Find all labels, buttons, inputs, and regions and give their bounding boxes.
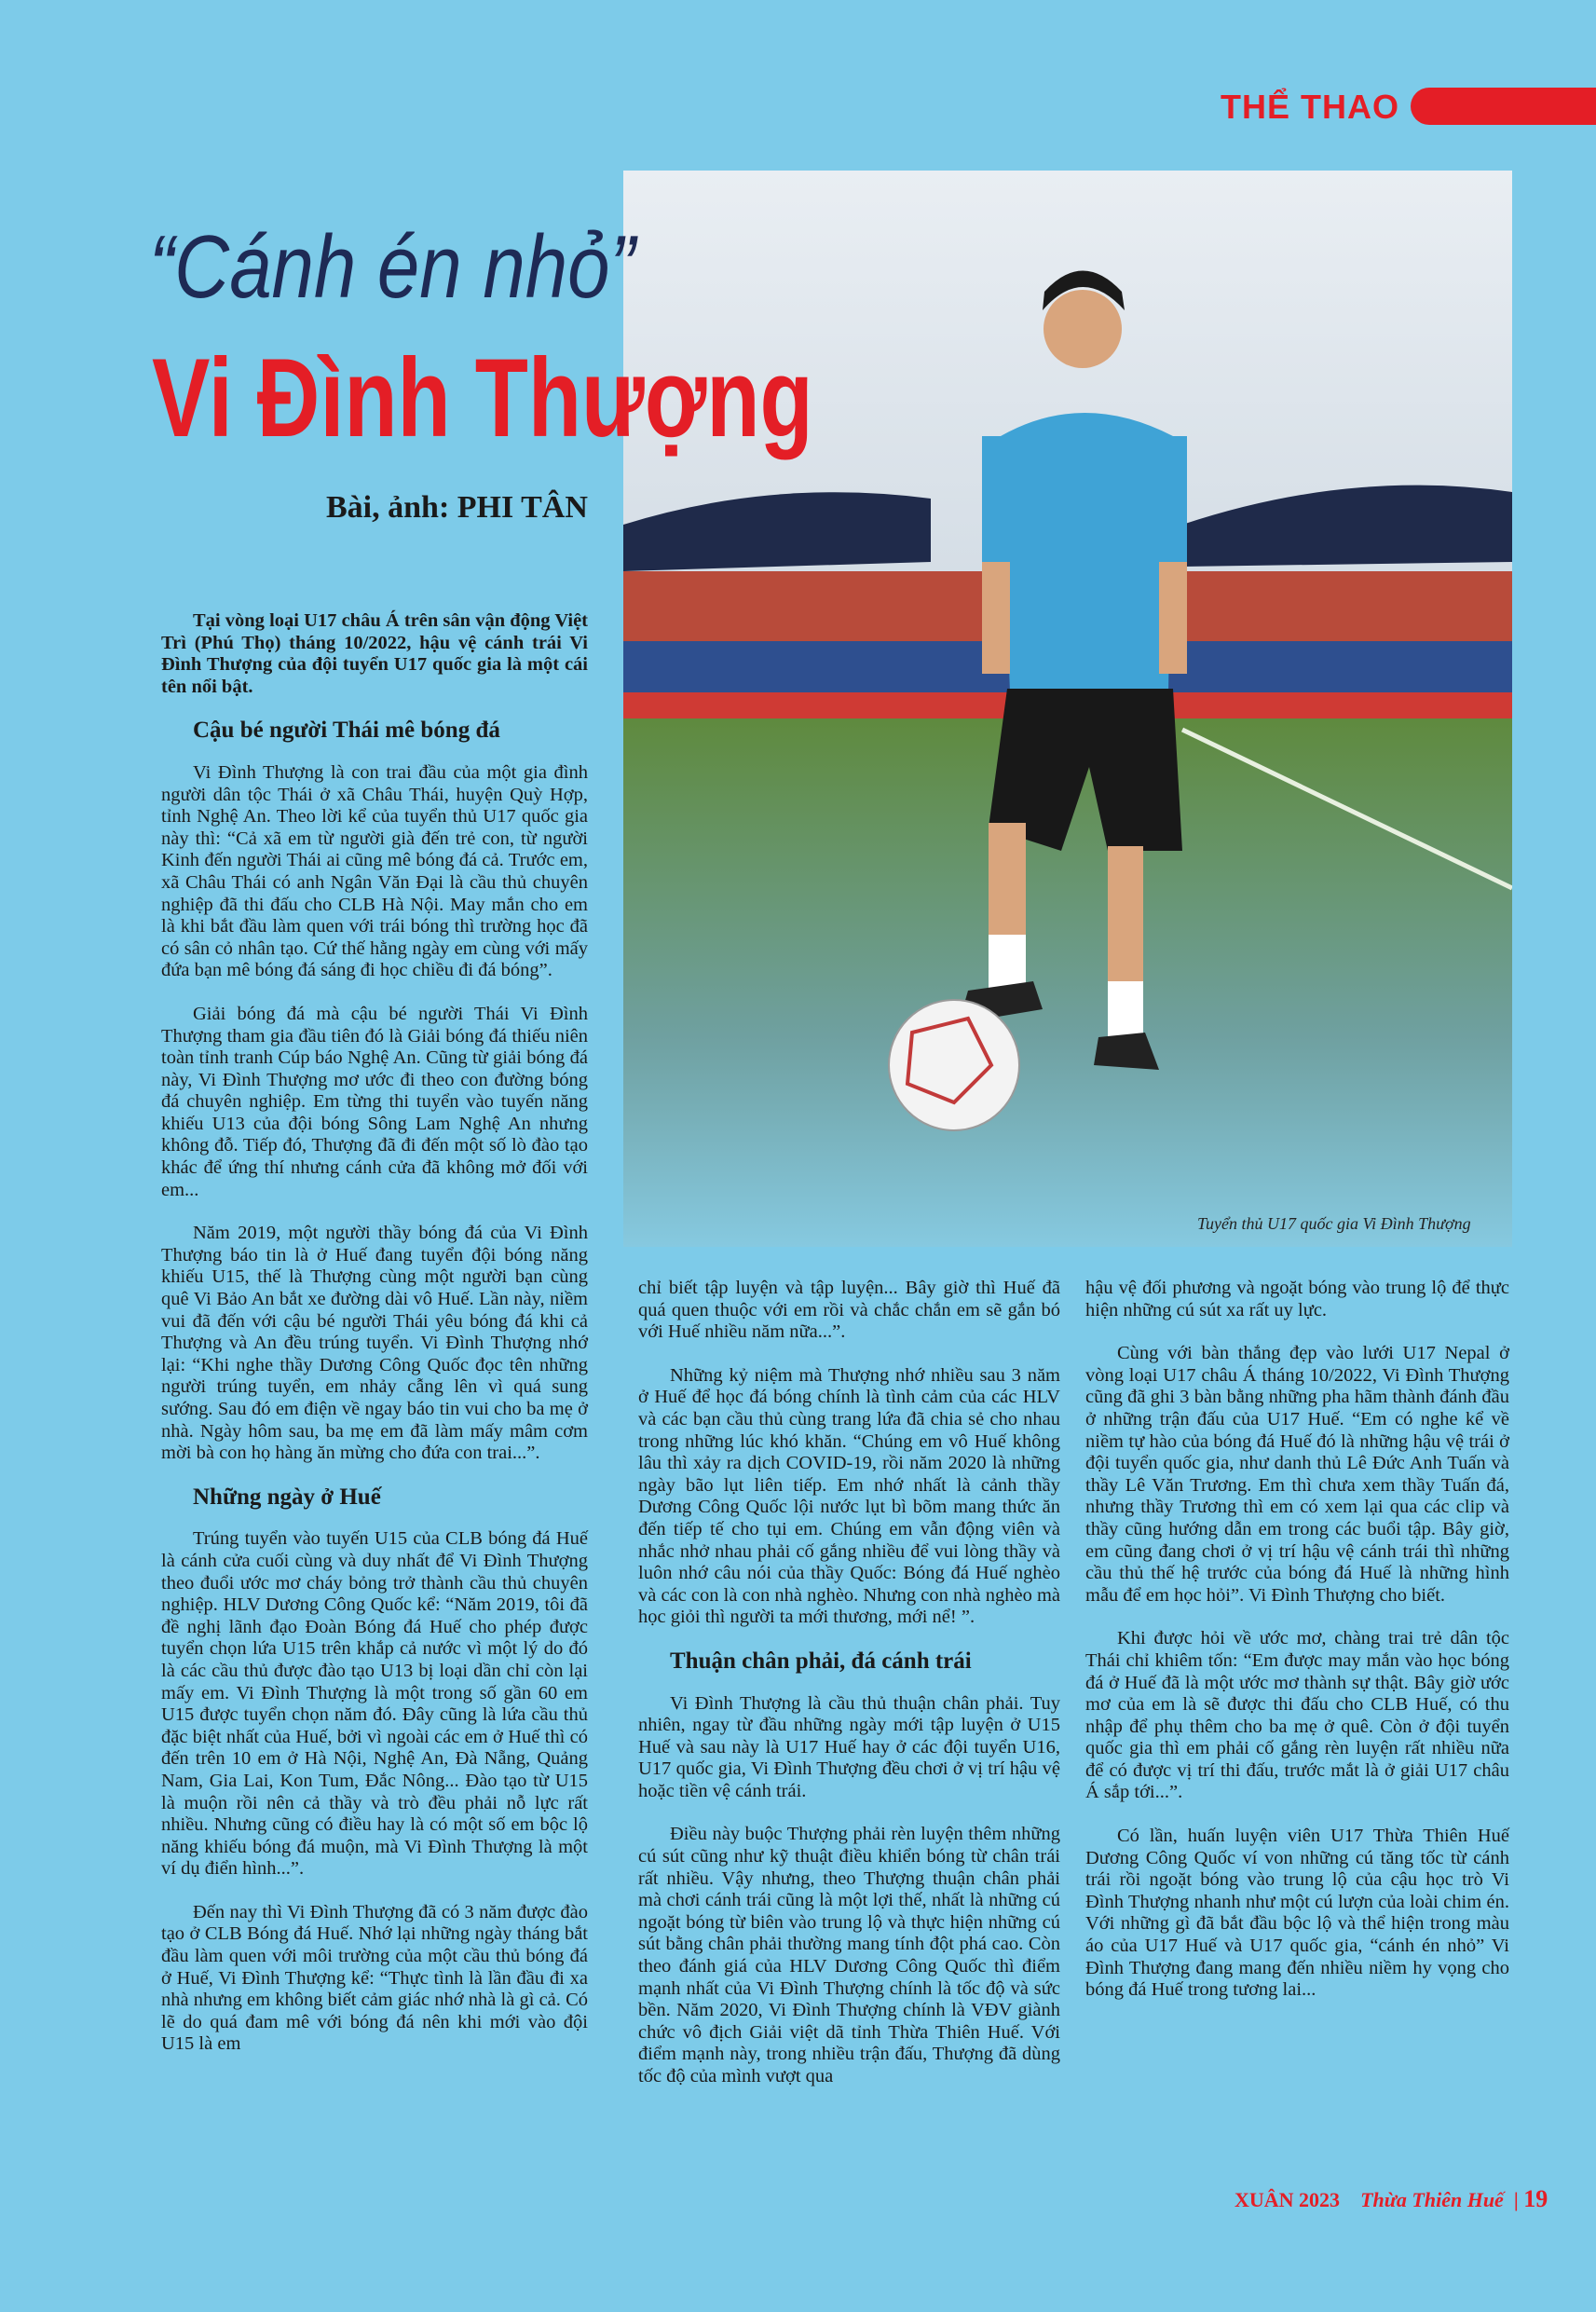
paragraph: Điều này buộc Thượng phải rèn luyện thêm những cú sút cũng như kỹ thuật điều khiển bóng từ chân trái rất nhiều. Vậy nhưng, theo Thượng thuận chân phải mà chơi cánh trái cũng là một lợi thế, nhất là những cú ngoặt bóng từ biên vào trung lộ và thực hiện những cú sút bằng chân phải thường mang tính đột phá cao. Còn theo đánh giá của HLV Dương Công Quốc thì điểm mạnh nhất của Vi Đình Thượng chính là tốc độ và sức bền. Năm 2020, Vi Đình Thượng chính là VĐV giành chức vô địch Giải việt dã tỉnh Thừa Thiên Huế. Với điểm mạnh này, trong nhiều trận đấu, Thượng đã dùng tốc độ của mình vượt qua bbox=[638, 1824, 1060, 2086]
page-number: 19 bbox=[1523, 2185, 1548, 2212]
lead-paragraph: Tại vòng loại U17 châu Á trên sân vận động Việt Trì (Phú Thọ) tháng 10/2022, hậu vệ cánh trái Vi Đình Thượng của đội tuyển U17 quốc gia là một cái tên nổi bật. bbox=[161, 610, 588, 697]
paragraph: Khi được hỏi về ước mơ, chàng trai trẻ dân tộc Thái chỉ khiêm tốn: “Em được may mắn vào học bóng đá ở Huế đã là một ước mơ thành sự thật. Bây giờ ước mơ của em là sẽ được thi đấu cho CLB Huế, có thu nhập để phụ thêm cho ba mẹ ở quê. Còn ở đội tuyển quốc gia thì em phải cố gắng rèn luyện rất nhiều nữa để có được vị trí thi đấu, trước mắt là ở giải U17 châu Á sắp tới...”. bbox=[1085, 1628, 1509, 1803]
footer-separator: | bbox=[1508, 2188, 1519, 2211]
subheading: Thuận chân phải, đá cánh trái bbox=[670, 1648, 972, 1674]
subheading: Những ngày ở Huế bbox=[193, 1484, 381, 1510]
paragraph: hậu vệ đối phương và ngoặt bóng vào trung lộ để thực hiện những cú sút xa rất uy lực. bbox=[1085, 1278, 1509, 1320]
paragraph: Năm 2019, một người thầy bóng đá của Vi Đình Thượng báo tin là ở Huế đang tuyển đội bóng năng khiếu U15, thế là Thượng cùng một người bạn cùng quê Vi Bảo An bắt xe đường dài vô Huế. Lần này, niềm vui đã đến với cậu bé người Thái yêu bóng đá khi cả Thượng và An đều trúng tuyển. Vi Đình Thượng nhớ lại: “Khi nghe thầy Dương Công Quốc đọc tên những người trúng tuyển, em nhảy cẫng lên vì quá sung sướng. Sau đó em điện về ngay báo tin vui cho ba mẹ ở nhà. Ngày hôm sau, ba mẹ em đã làm mấy mâm cơm mời bà con họ hàng ăn mừng cho đứa con trai...”. bbox=[161, 1223, 588, 1464]
article-column-3 bbox=[1085, 1278, 1509, 2023]
article-title-line2: Vi Đình Thượng bbox=[152, 335, 813, 460]
paragraph: Vi Đình Thượng là cầu thủ thuận chân phải. Tuy nhiên, ngay từ đầu những ngày mới tập luyện ở U15 Huế và sau này là U17 Huế hay ở các đội tuyển U16, U17 quốc gia, Vi Đình Thượng đều chơi ở vị trí hậu vệ hoặc tiền vệ cánh trái. bbox=[638, 1692, 1060, 1801]
page-footer bbox=[1235, 2185, 1548, 2213]
paragraph: Vi Đình Thượng là con trai đầu của một gia đình người dân tộc Thái ở xã Châu Thái, huyện Quỳ Hợp, tỉnh Nghệ An. Theo lời kể của tuyển thủ U17 quốc gia này thì: “Cả xã em từ người già đến trẻ con, từ người Kinh đến người Thái ai cũng mê bóng đá cả. Trước em, xã Châu Thái có anh Ngân Văn Đại là cầu thủ chuyên nghiệp đã thi đấu cho CLB Hà Nội. May mắn cho em là khi bắt đầu làm quen với trái bóng thì trường học đã có sân cỏ nhân tạo. Cứ thế hằng ngày em cùng với mấy đứa bạn mê bóng đá sáng đi học chiều đi đá bóng”. bbox=[161, 761, 588, 981]
magazine-name: Thừa Thiên Huế bbox=[1360, 2188, 1504, 2211]
player-photo bbox=[623, 171, 1512, 1247]
paragraph: chỉ biết tập luyện và tập luyện... Bây giờ thì Huế đã quá quen thuộc với em rồi và chắc chắn em sẽ gắn bó với Huế nhiều năm nữa...”. bbox=[638, 1278, 1060, 1343]
byline: Bài, ảnh: PHI TÂN bbox=[326, 490, 588, 525]
paragraph: Cùng với bàn thắng đẹp vào lưới U17 Nepal ở vòng loại U17 châu Á tháng 10/2022, Vi Đình Thượng cũng đã ghi 3 bàn bằng những pha hãm thành đánh đầu ở những trận đấu của U17 Huế. “Em có nghe kể về niềm tự hào của bóng đá Huế đó là những hậu vệ trái ở đội tuyển quốc gia, như danh thủ Lê Đức Anh Tuấn và thầy Lê Văn Trương. Em thì chưa xem thầy Tuấn đá, nhưng thầy Trương thì em có xem lại qua các clip và thầy cũng hướng dẫn em trong các buổi tập. Bây giờ, em cũng đang chơi ở vị trí hậu vệ cánh trái thì những cầu thủ thế hệ trước của bóng đá Huế là những hình mẫu để em học hỏi”. Vi Đình Thượng cho biết. bbox=[1085, 1343, 1509, 1606]
article-title-line1: “Cánh én nhỏ” bbox=[149, 217, 635, 317]
article-column-1 bbox=[161, 610, 588, 2077]
issue-label: XUÂN 2023 bbox=[1235, 2188, 1341, 2211]
paragraph: Trúng tuyển vào tuyến U15 của CLB bóng đá Huế là cánh cửa cuối cùng và duy nhất để Vi Đình Thượng theo đuổi ước mơ cháy bỏng trở thành cầu thủ chuyên nghiệp. HLV Dương Công Quốc kể: “Năm 2019, tôi đã đề nghị lãnh đạo Đoàn Bóng đá Huế cho phép được tuyển chọn lứa U15 trên khắp cả nước vì một lý do đó là các cầu thủ được đào tạo U13 bị loại dần chỉ còn lại mấy em. Vi Đình Thượng là một trong số gần 60 em U15 được tuyển chọn năm đó. Đây cũng là lứa cầu thủ đặc biệt nhất của Huế, bởi vì ngoài các em ở Huế thì có đến trên 10 em ở Hà Nội, Nghệ An, Đà Nẵng, Quảng Nam, Gia Lai, Kon Tum, Đắc Nông... Đào tạo từ U15 là muộn rồi nên cả thầy và trò đều phải nỗ lực rất nhiều. Nhưng cũng có điều hay là có một số em bộc lộ năng khiếu bóng đá muộn, mà Vi Đình Thượng là một ví dụ điển hình...”. bbox=[161, 1528, 588, 1880]
section-label: THỂ THAO bbox=[1221, 88, 1399, 126]
section-bar bbox=[1411, 88, 1596, 125]
paragraph: Giải bóng đá mà cậu bé người Thái Vi Đình Thượng tham gia đầu tiên đó là Giải bóng đá thiếu niên toàn tỉnh tranh Cúp báo Nghệ An. Cũng từ giải bóng đá này, Vi Đình Thượng mơ ước đi theo con đường bóng đá chuyên nghiệp. Em từng thi tuyển vào tuyến năng khiếu U13 của đội bóng Sông Lam Nghệ An nhưng không đỗ. Tiếp đó, Thượng đã đi đến một số lò đào tạo khác để ứng thí nhưng cánh cửa đã không mở đối với em... bbox=[161, 1003, 588, 1200]
photo-caption: Tuyển thủ U17 quốc gia Vi Đình Thượng bbox=[1197, 1214, 1471, 1233]
paragraph: Đến nay thì Vi Đình Thượng đã có 3 năm được đào tạo ở CLB Bóng đá Huế. Nhớ lại những ngày tháng bắt đầu làm quen với môi trường của một cầu thủ bóng đá ở Huế, Vi Đình Thượng kể: “Thực tình là lần đầu đi xa nhà nhưng em không biết cảm giác nhớ nhà là gì cả. Có lẽ do quá đam mê với bóng đá nên khi mới vào đội U15 là em bbox=[161, 1901, 588, 2055]
paragraph: Có lần, huấn luyện viên U17 Thừa Thiên Huế Dương Công Quốc ví von những cú tăng tốc từ cánh trái rồi ngoặt bóng vào trung lộ của cậu học trò Vi Đình Thượng nhanh như một cú lượn của loài chim én. Với những gì đã bắt đầu bộc lộ và thể hiện trong màu áo của U17 Huế và U17 quốc gia, “cánh én nhỏ” Vi Đình Thượng đang mang đến nhiều niềm hy vọng cho bóng đá Huế trong tương lai... bbox=[1085, 1826, 1509, 2001]
paragraph: Những kỷ niệm mà Thượng nhớ nhiều sau 3 năm ở Huế để học đá bóng chính là tình cảm của các HLV và các bạn cầu thủ cùng trang lứa đã chia sẻ cho nhau trong những lúc khó khăn. “Chúng em vô Huế không lâu thì xảy ra dịch COVID-19, rồi năm 2020 là những ngày bão lụt liên tiếp. Em nhớ nhất là cảnh thầy Dương Công Quốc lội nước lụt bì bõm mang thức ăn đến tiếp tế cho tụi em. Chúng em vẫn động viên và nhắc nhở nhau phải cố gắng nhiều để vui lòng thầy và luôn nhớ câu nói của thầy Quốc: Bóng đá Huế nghèo và các con là con nhà nghèo. Nhưng con nhà nghèo mà học giỏi thì người ta mới thương, mới nể! ”. bbox=[638, 1364, 1060, 1628]
subheading: Cậu bé người Thái mê bóng đá bbox=[193, 718, 500, 744]
article-column-2 bbox=[638, 1278, 1060, 2110]
